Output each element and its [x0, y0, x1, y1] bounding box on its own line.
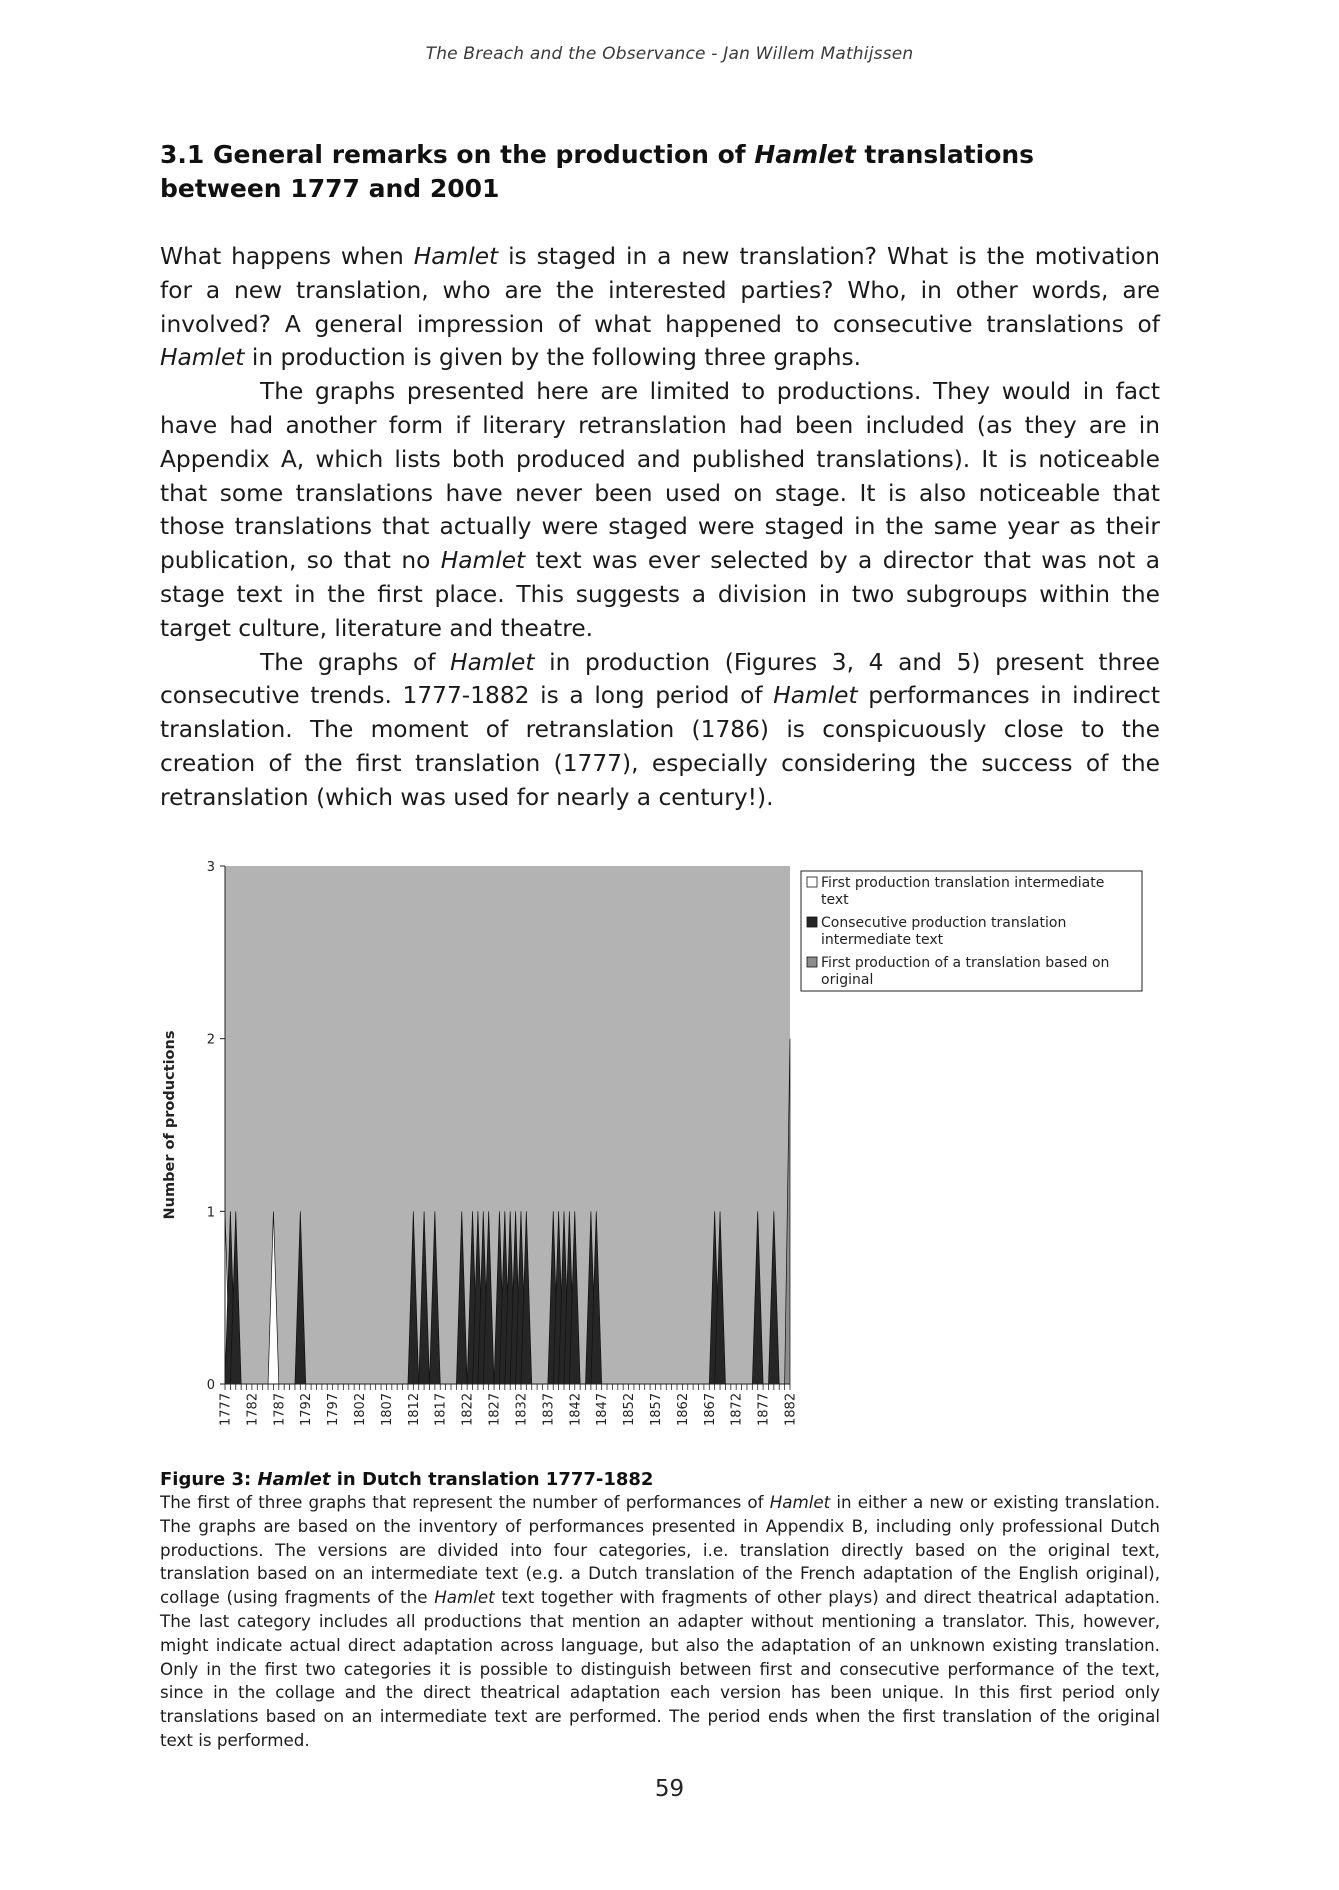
y-tick-label: 2 — [206, 1032, 215, 1048]
caption-text: The first of three graphs that represent the number of performances of — [160, 1492, 770, 1512]
figure-caption-text — [160, 1491, 1160, 1753]
y-tick-label: 0 — [206, 1378, 215, 1393]
paragraph-3 — [160, 646, 1160, 815]
area-chart — [150, 855, 1150, 1455]
x-tick-label: 1867 — [702, 1392, 718, 1426]
legend-swatch — [807, 917, 817, 927]
plot-area — [207, 860, 799, 1426]
x-tick-label: 1802 — [353, 1392, 369, 1426]
play-title: Hamlet — [160, 344, 245, 372]
paragraph-text: in production (Figures 3, 4 and 5) present three consecutive trends. 1777-1882 is a long period of — [160, 648, 1160, 710]
legend-swatch — [807, 957, 817, 967]
figure-title — [160, 1469, 1160, 1491]
paragraph-1 — [160, 240, 1160, 375]
play-title: Hamlet — [434, 1587, 495, 1608]
paragraph-text: The graphs presented here are limited to productions. They would in fact have had another form if literary retranslation had been included (as they are in Appendix A, which lists both produced and published translations). It is noticeable that some translations have never been used on stage. It is also noticeable that those translations that actually were staged were staged in the same year as their publication, so that no — [160, 378, 1160, 575]
x-tick-label: 1817 — [433, 1392, 449, 1426]
figure-title-play: Hamlet — [257, 1469, 331, 1490]
x-tick-label: 1797 — [326, 1392, 342, 1426]
paragraph-text: performances in indirect translation. The moment of retranslation (1786) is conspicuously close to the creation of the first translation (1777), especially considering the success of the retranslation (which was used for nearly a century!). — [160, 682, 1160, 811]
legend-entry-3: First production of a translation based on original — [821, 955, 1110, 988]
x-tick-label: 1782 — [245, 1392, 261, 1426]
x-tick-label: 1822 — [460, 1392, 476, 1426]
x-tick-label: 1812 — [406, 1392, 422, 1426]
section-heading-text-end: translations between 1777 and 2001 — [160, 140, 1035, 203]
x-tick-label: 1857 — [648, 1392, 664, 1426]
x-tick-label: 1847 — [595, 1392, 611, 1426]
paragraph-text: The graphs of — [260, 648, 451, 676]
play-title: Hamlet — [773, 682, 858, 710]
figure-label: Figure 3: — [160, 1469, 258, 1490]
section-heading — [160, 138, 1160, 206]
legend-swatch — [807, 877, 817, 887]
paragraph-text: text was ever selected by a director that was not a stage text in the first place. This suggests a division in two subgroups within the target culture, literature and theatre. — [160, 547, 1160, 642]
x-tick-label: 1792 — [299, 1392, 315, 1426]
paragraph-2 — [160, 375, 1160, 645]
x-tick-label: 1787 — [272, 1392, 288, 1426]
legend-entry-2: Consecutive production translation intermediate text — [821, 915, 1067, 948]
figure-title-text: in Dutch translation 1777-1882 — [330, 1469, 654, 1490]
legend — [801, 871, 1142, 991]
y-tick-label: 3 — [206, 860, 215, 875]
page-number: 59 — [654, 1776, 685, 1802]
x-tick-label: 1842 — [568, 1392, 584, 1426]
body-text — [160, 240, 1160, 815]
paragraph-text: is staged in a new translation? What is the motivation for a new translation, who are the interested parties? Who, in other words, are involved? A general impression of what happened to consecutive translations of — [160, 243, 1160, 338]
caption-text: text together with fragments of other plays) and direct theatrical adaptation. The last category includes all productions that mention an adapter without mentioning a translator. This, however, might indicate actual direct adaptation across language, but also the adaptation of an unknown existing translation. Only in the first two categories it is possible to distinguish between first and consecutive performance of the text, since in the collage and the direct theatrical adaptation each version has been unique. In this first period only translations based on an intermediate text are performed. The period ends when the first translation of the original text is performed. — [160, 1587, 1160, 1750]
section-heading-play-title: Hamlet — [754, 140, 856, 169]
paragraph-text: What happens when — [160, 243, 414, 270]
y-axis-label: Number of productions — [162, 1030, 178, 1220]
figure-caption — [160, 1469, 1160, 1753]
play-title: Hamlet — [450, 648, 535, 676]
x-tick-label: 1807 — [379, 1392, 395, 1426]
section-heading-text: 3.1 General remarks on the production of — [160, 140, 755, 169]
x-tick-label: 1877 — [756, 1392, 772, 1426]
legend-entry-1: First production translation intermediate text — [821, 875, 1105, 908]
x-tick-label: 1882 — [783, 1392, 799, 1426]
x-tick-label: 1862 — [675, 1392, 691, 1426]
paragraph-text: in production is given by the following three graphs. — [244, 344, 862, 372]
play-title: Hamlet — [769, 1492, 831, 1512]
running-header: The Breach and the Observance - Jan Willem Mathijssen — [425, 44, 914, 64]
x-tick-label: 1832 — [514, 1392, 530, 1426]
play-title: Hamlet — [413, 243, 499, 270]
caption-text: in either a new or existing translation. The graphs are based on the inventory of performances presented in Appendix B, including only professional Dutch productions. The versions are divided into four categories, i.e. translation directly based on the original text, translation based on an intermediate text (e.g. a Dutch translation of the French adaptation of the English original), collage (using fragments of the — [160, 1492, 1161, 1608]
play-title: Hamlet — [440, 547, 526, 575]
y-tick-label: 1 — [206, 1205, 215, 1221]
x-tick-label: 1777 — [218, 1392, 234, 1426]
x-tick-label: 1827 — [487, 1392, 503, 1426]
x-tick-label: 1852 — [622, 1392, 638, 1426]
x-tick-label: 1872 — [729, 1392, 745, 1426]
x-tick-label: 1837 — [541, 1392, 557, 1426]
